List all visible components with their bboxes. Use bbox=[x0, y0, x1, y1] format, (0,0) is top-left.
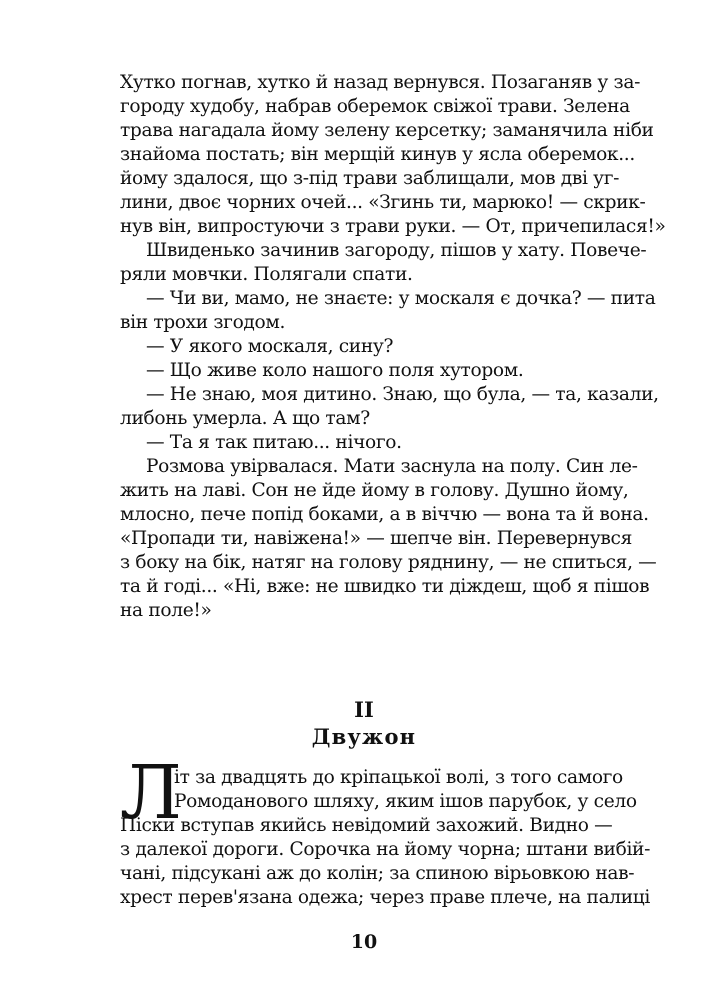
text-line: йому здалося, що з-під трави заблищали, мов дві уг- bbox=[120, 168, 620, 189]
text-line: Ромоданового шляху, яким ішов парубок, у село bbox=[174, 791, 637, 812]
dialogue-line: — У якого москаля, сину? bbox=[146, 336, 394, 357]
text-line: хрест перев'язана одежа; через праве плече, на палиці bbox=[120, 887, 651, 908]
paragraph-start-line: Розмова увірвалася. Мати заснула на полу. Син ле- bbox=[146, 456, 638, 477]
text-line: іт за двадцять до кріпацької волі, з того самого bbox=[174, 767, 623, 788]
dialogue-line: — Що живе коло нашого поля хутором. bbox=[146, 360, 524, 381]
dialogue-line: — Чи ви, мамо, не знаєте: у москаля є дочка? — пита bbox=[146, 288, 656, 309]
text-line: «Пропади ти, навіжена!» — шепче він. Перевернувся bbox=[120, 528, 632, 549]
chapter-title: Двужон bbox=[311, 724, 417, 749]
text-line: він трохи згодом. bbox=[120, 312, 286, 333]
text-line: Піски вступав якийсь невідомий захожий. Видно — bbox=[120, 815, 613, 836]
text-line: либонь умерла. А що там? bbox=[120, 408, 370, 429]
drop-cap: Л bbox=[120, 750, 182, 836]
text-line: з боку на бік, натяг на голову ряднину, — не спиться, — bbox=[120, 552, 657, 573]
text-line: ряли мовчки. Полягали спати. bbox=[120, 264, 413, 285]
text-line: та й годі... «Ні, вже: не швидко ти діждеш, щоб я пішов bbox=[120, 576, 650, 597]
text-line: трава нагадала йому зелену керсетку; заманячила ніби bbox=[120, 120, 654, 141]
chapter-number: II bbox=[354, 697, 374, 722]
text-line: млосно, пече попід боками, а в віччю — вона та й вона. bbox=[120, 504, 649, 525]
page-number: 10 bbox=[350, 931, 378, 953]
text-line: нув він, випростуючи з трави руки. — От, причепилася!» bbox=[120, 216, 666, 237]
text-line: на поле!» bbox=[120, 600, 212, 621]
dialogue-line: — Не знаю, моя дитино. Знаю, що була, — та, казали, bbox=[146, 384, 659, 405]
paragraph-start-line: Швиденько зачинив загороду, пішов у хату. Повече- bbox=[146, 240, 647, 261]
text-line: жить на лаві. Сон не йде йому в голову. Душно йому, bbox=[120, 480, 629, 501]
text-line: з далекої дороги. Сорочка на йому чорна; штани вибій- bbox=[120, 839, 651, 860]
text-line: Хутко погнав, хутко й назад вернувся. Позаганяв у за- bbox=[120, 72, 641, 93]
text-line: знайома постать; він мерщій кинув у ясла оберемок... bbox=[120, 144, 635, 165]
dialogue-line: — Та я так питаю... нічого. bbox=[146, 432, 402, 453]
text-line: чані, підсукані аж до колін; за спиною вірьовкою нав- bbox=[120, 863, 635, 884]
text-line: городу худобу, набрав оберемок свіжої трави. Зелена bbox=[120, 96, 630, 117]
text-line: лини, двоє чорних очей... «Згинь ти, марюко! — скрик- bbox=[120, 192, 646, 213]
